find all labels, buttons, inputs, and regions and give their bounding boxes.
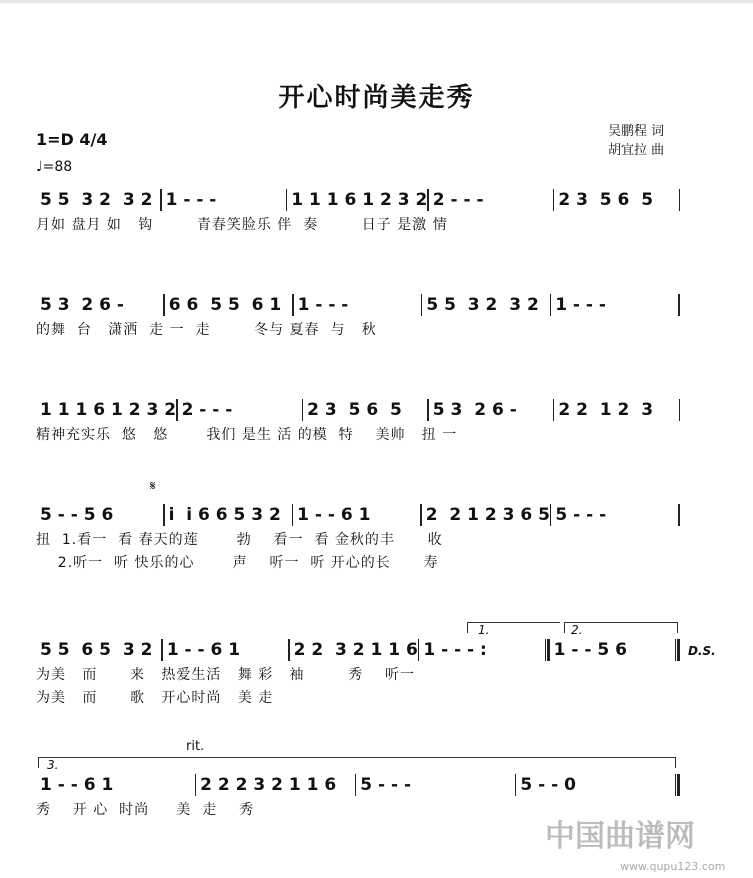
key-signature: 1=D 4/4 bbox=[36, 130, 108, 149]
measure: 1 - - 5 6 bbox=[553, 640, 627, 660]
lyricist-credit: 吴鹏程 词 bbox=[608, 124, 665, 139]
segno-sign: 𝄋 bbox=[150, 479, 156, 494]
measure: 1 - - - : bbox=[423, 640, 487, 660]
watermark-logo: 中国曲谱网 bbox=[545, 819, 695, 854]
measure: 5 5 3 2 3 2 bbox=[426, 295, 539, 315]
barline bbox=[678, 504, 680, 526]
double-barline bbox=[675, 774, 680, 796]
rit-mark: rit. bbox=[186, 739, 205, 754]
composer-credit: 胡宜拉 曲 bbox=[608, 143, 665, 158]
measure: 5 - - - bbox=[360, 775, 412, 795]
lyrics-line: 精神充实乐 悠 悠 我们 是生 活 的模 特 美帅 扭 一 bbox=[36, 427, 458, 443]
staff-row bbox=[36, 293, 680, 317]
measure: i i 6 6 5 3 2 bbox=[168, 505, 281, 525]
top-border bbox=[0, 0, 753, 3]
volta-label: 2. bbox=[571, 623, 583, 637]
measure: 5 5 6 5 3 2 bbox=[40, 640, 153, 660]
lyrics-line: 为美 而 来 热爱生活 舞 彩 袖 秀 听一 bbox=[36, 667, 415, 683]
staff-row bbox=[36, 638, 680, 662]
measure: 1 - - 6 1 bbox=[166, 640, 241, 660]
tempo-mark: ♩=88 bbox=[36, 159, 73, 175]
ds-mark: D.S. bbox=[688, 644, 716, 658]
measure: 5 5 3 2 3 2 bbox=[40, 190, 153, 210]
volta-bracket-3 bbox=[38, 757, 676, 772]
watermark-url: www.qupu123.com bbox=[620, 860, 726, 873]
measure: 2 - - - bbox=[181, 400, 233, 420]
staff-row bbox=[36, 773, 680, 797]
lyrics-line: 扭 1.看一 看 春天的莲 勃 看一 看 金秋的丰 收 bbox=[36, 532, 443, 548]
volta-bracket-1 bbox=[467, 622, 560, 637]
measure: 1 1 1 6 1 2 3 2 bbox=[40, 400, 177, 420]
lyrics-line: 2.听一 听 快乐的心 声 听一 听 开心的长 寿 bbox=[36, 555, 439, 571]
barline bbox=[679, 189, 681, 211]
measure: 5 - - 0 bbox=[520, 775, 576, 795]
staff-row bbox=[36, 188, 680, 212]
measure: 2 2 1 2 3 bbox=[558, 400, 654, 420]
staff-row bbox=[36, 503, 680, 527]
measure: 5 - - - bbox=[555, 505, 607, 525]
volta-label: 3. bbox=[47, 758, 59, 772]
measure: 2 2 2 3 2 1 1 6 bbox=[200, 775, 337, 795]
volta-bracket-2 bbox=[564, 622, 678, 637]
measure: 1 - - - bbox=[555, 295, 606, 315]
measure: 1 - - 6 1 bbox=[40, 775, 114, 795]
lyrics-line: 为美 而 歌 开心时尚 美 走 bbox=[36, 690, 274, 706]
measure: 2 3 5 6 5 bbox=[558, 190, 654, 210]
song-title: 开心时尚美走秀 bbox=[278, 83, 475, 113]
measure: 5 - - 5 6 bbox=[40, 505, 114, 525]
barline bbox=[678, 294, 680, 316]
measure: 2 2 3 2 1 1 6 bbox=[293, 640, 418, 660]
measure: 1 - - - bbox=[297, 295, 349, 315]
lyrics-line: 的舞 台 潇洒 走 一 走 冬与 夏春 与 秋 bbox=[36, 322, 377, 338]
measure: 5 3 2 6 - bbox=[432, 400, 517, 420]
measure: 2 2 1 2 3 6 5 bbox=[425, 505, 550, 525]
staff-row bbox=[36, 398, 680, 422]
measure: 1 - - - bbox=[165, 190, 217, 210]
measure: 1 1 1 6 1 2 3 2 bbox=[291, 190, 428, 210]
measure: 2 3 5 6 5 bbox=[307, 400, 402, 420]
barline bbox=[679, 399, 681, 421]
measure: 6 6 5 5 6 1 bbox=[168, 295, 282, 315]
measure: 1 - - 6 1 bbox=[297, 505, 371, 525]
measure: 2 - - - bbox=[432, 190, 484, 210]
lyrics-line: 秀 开 心 时尚 美 走 秀 bbox=[36, 802, 255, 818]
lyrics-line: 月如 盘月 如 钩 青春笑脸乐 伴 奏 日子 是激 情 bbox=[36, 217, 448, 233]
double-barline bbox=[675, 639, 680, 661]
volta-label: 1. bbox=[478, 623, 490, 637]
measure: 5 3 2 6 - bbox=[40, 295, 124, 315]
